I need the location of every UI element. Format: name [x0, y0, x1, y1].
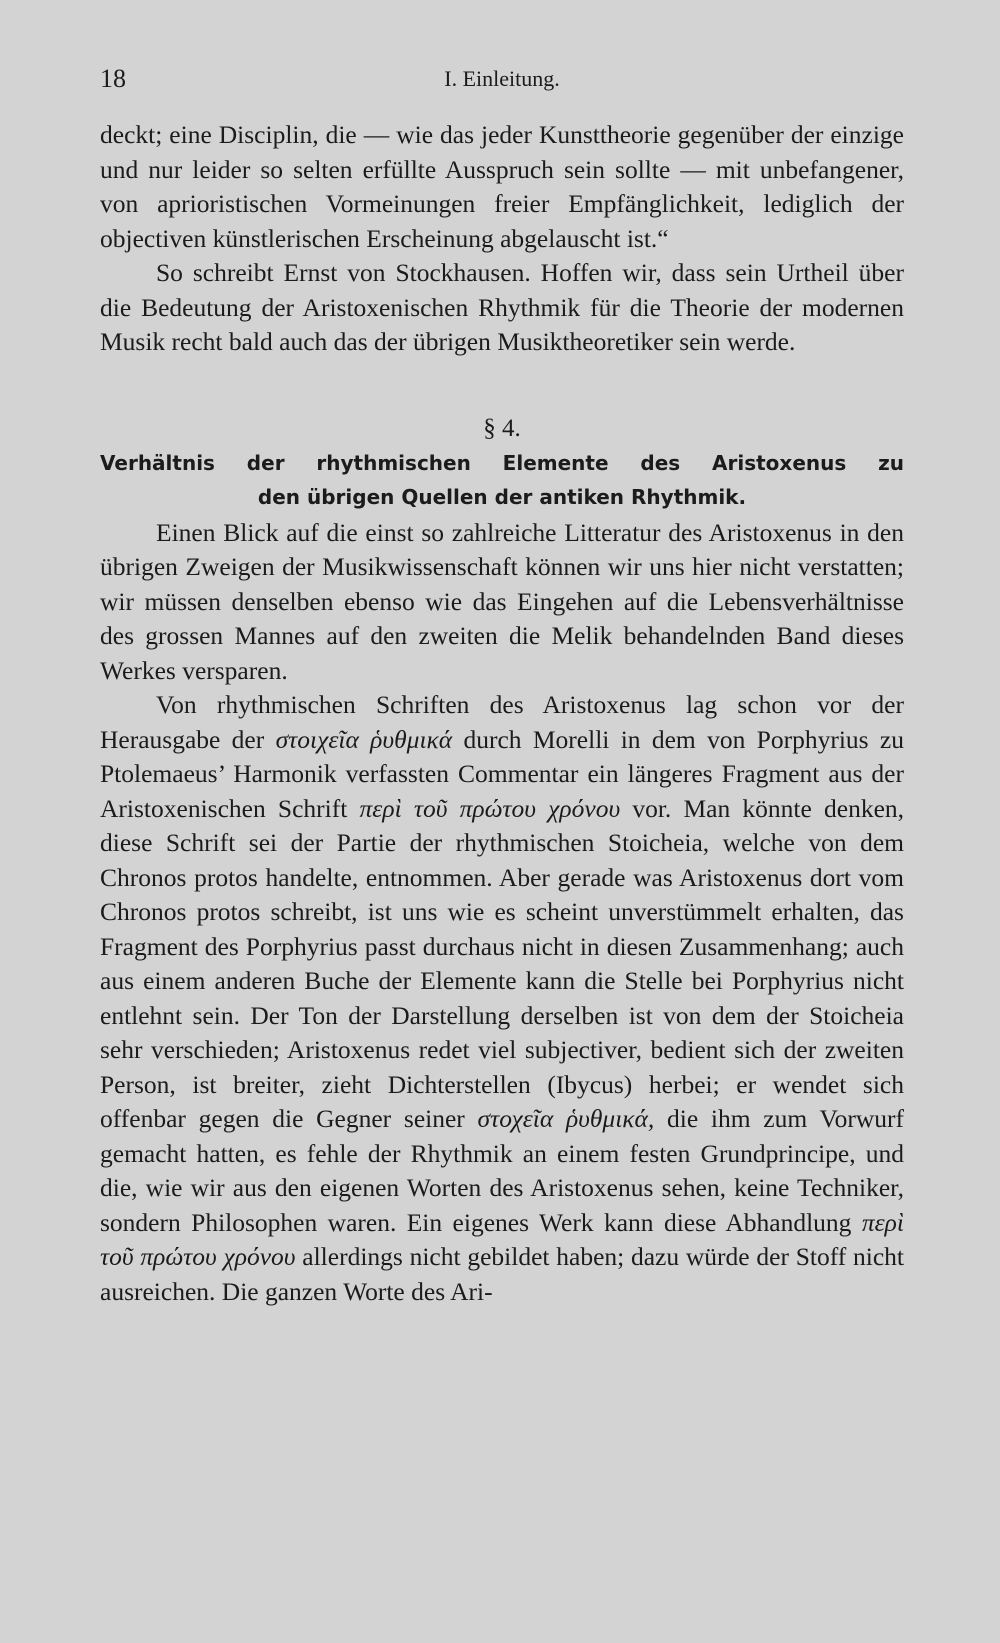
section-title	[100, 446, 904, 514]
section-title-line-1: Verhältnis der rhythmischen Elemente des Aristoxenus zu	[100, 450, 904, 475]
body-text	[100, 118, 904, 1309]
text-segment: die ihm zum Vorwurf gemacht hatten, es fehle der Rhythmik an einem festen Grundprincipe, und die, wie wir aus den eigenen Worten des Aristoxenus sehen, keine Techniker, sondern Philosophen waren. Ein eigenes Werk kann diese Abhandlung	[100, 1104, 904, 1237]
paragraph-continued: deckt; eine Disciplin, die — wie das jeder Kunsttheorie gegenüber der einzige und nur leider so selten erfüllte Ausspruch sein sollte — mit unbefangener, von aprioristischen Vormeinungen freier Empfänglichkeit, lediglich der objectiven künstlerischen Erscheinung abgelauscht ist.“	[100, 120, 904, 253]
text-segment: durch Morelli in dem von Porphyrius zu Ptolemaeus’ Harmonik verfassten Commentar ein längeres Fragment aus der Aristoxenischen Schrift	[100, 724, 904, 823]
text-segment: vor. Man könnte denken, diese Schrift sei der Partie der rhythmischen Stoicheia, welche von dem Chronos protos handelte, entnommen. Aber gerade was Aristoxenus dort vom Chronos protos schreibt, ist uns wie es scheint unverstümmelt erhalten, das Fragment des Porphyrius passt durchaus nicht in diesen Zusammenhang; auch aus einem anderen Buche der Elemente kann die Stelle bei Porphyrius nicht entlehnt sein. Der Ton der Darstellung derselben ist von dem der Stoicheia sehr verschieden; Aristoxenus redet viel subjectiver, bedient sich der zweiten Person, ist breiter, zieht Dichterstellen (Ibycus) herbei; er wendet sich offenbar gegen die Gegner seiner	[100, 793, 905, 1133]
greek-term-protos-chronos: περὶ τοῦ πρώτου χρόνου	[100, 1207, 905, 1271]
text-segment: Von rhythmischen Schriften des Aristoxenus lag schon vor der Herausgabe der	[100, 690, 904, 754]
running-head: I. Einleitung.	[444, 66, 560, 91]
greek-term-stoicheia: στοχεῖα ῥυθμικά,	[477, 1104, 655, 1133]
paragraph-stockhausen: So schreibt Ernst von Stockhausen. Hoffen wir, dass sein Urtheil über die Bedeutung der Aristoxenischen Rhythmik für die Theorie der modernen Musik recht bald auch das der übrigen Musiktheoretiker sein werde.	[100, 258, 904, 356]
greek-term-protos-chronos: περὶ τοῦ πρώτου χρόνου	[359, 793, 621, 823]
section-number: § 4.	[483, 414, 521, 442]
paragraph-rhythmic-writings	[100, 688, 904, 1309]
text-segment: allerdings nicht gebildet haben; dazu würde der Stoff nicht ausreichen. Die ganzen Worte des Ari-	[100, 1242, 905, 1306]
page-header	[100, 64, 904, 104]
section-title-line-2: den übrigen Quellen der antiken Rhythmik.	[257, 484, 747, 509]
greek-term-stoicheia: στοιχεῖα ῥυθμικά	[275, 724, 453, 754]
page-number: 18	[100, 64, 126, 93]
paragraph-literature: Einen Blick auf die einst so zahlreiche Litteratur des Aristoxenus in den übrigen Zweigen der Musikwissenschaft können wir uns hier nicht verstatten; wir müssen denselben ebenso wie das Eingehen auf die Lebensverhältnisse des grossen Mannes auf den zweiten die Melik behandelnden Band dieses Werkes versparen.	[100, 517, 904, 685]
